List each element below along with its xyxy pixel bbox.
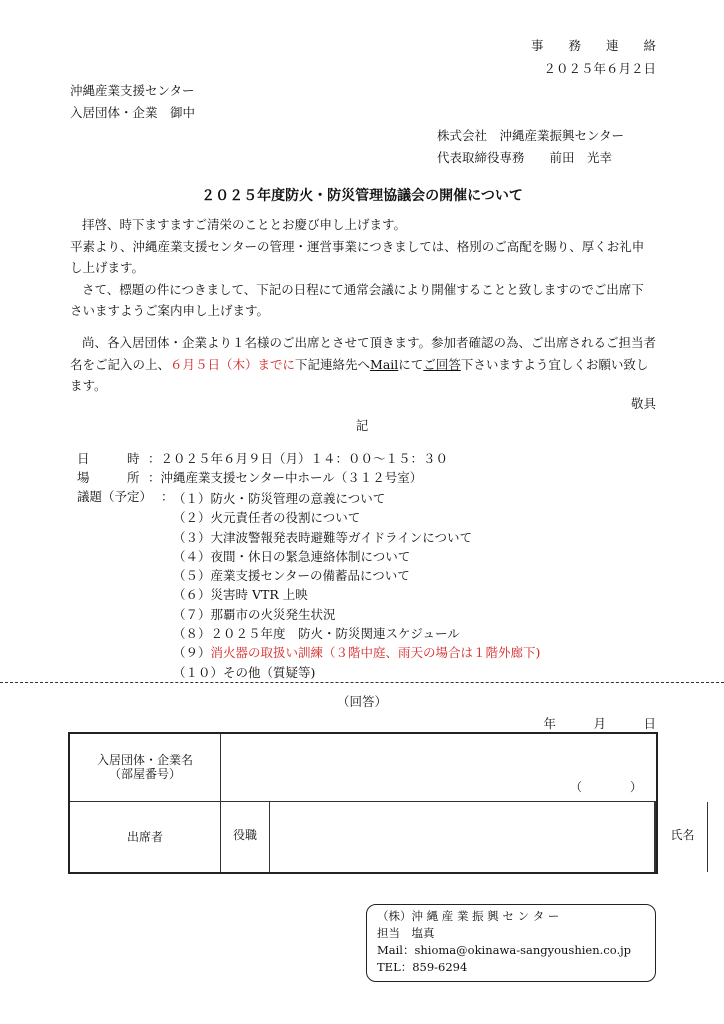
sender-title: 代表取締役専務 前田 光幸 <box>437 150 613 165</box>
org-label: 入居団体・企業名 <box>96 752 193 767</box>
request-text-c: にて <box>398 356 424 372</box>
reply-word: ご回答 <box>423 356 461 372</box>
agenda-separator: ： <box>161 489 174 504</box>
agenda-item: （５）産業支援センターの備蓄品について <box>173 568 410 584</box>
thanks-paragraph: 平素より、沖縄産業支援センターの管理・運営事業につきましては、格別のご高配を賜り、厚くお礼申し上げます。 <box>70 238 645 275</box>
agenda-label: 議題（予定） <box>77 489 153 504</box>
agenda-item <box>173 643 540 662</box>
name-left-border <box>655 802 656 873</box>
contact-tel: TEL：859-6294 <box>377 960 468 974</box>
recipient-line: 入居団体・企業 御中 <box>70 105 196 120</box>
name-divider <box>707 802 708 873</box>
agenda-item: （１）防火・防災管理の意義について <box>173 491 386 506</box>
request-text-d: 下さいますよう宜しくお願い致します。 <box>70 356 649 393</box>
agenda-item: （６）災害時 VTR 上映 <box>173 587 308 603</box>
agenda-item: （３）大津波警報発表時避難等ガイドラインについて <box>173 529 473 545</box>
reply-date-line: 年 月 日 <box>543 716 656 731</box>
sender-company: 株式会社 沖縄産業振興センター <box>437 128 625 143</box>
closing-keigu: 敬具 <box>630 396 656 411</box>
document-date: ２０２５年６月２日 <box>543 61 656 76</box>
agenda-item: （８）２０２５年度 防火・防災関連スケジュール <box>173 626 460 642</box>
ki-heading: 記 <box>355 418 369 433</box>
org-label-cell <box>69 733 221 801</box>
agenda-item: （４）夜間・休日の緊急連絡体制について <box>173 548 411 564</box>
room-number-label: （部屋番号） <box>108 767 181 782</box>
request-paragraph <box>70 332 656 397</box>
place-label: 場 所 <box>77 470 140 485</box>
name-label: 氏名 <box>670 827 695 842</box>
room-number-parens: （ ） <box>569 780 642 795</box>
contact-box <box>366 904 656 982</box>
name-field[interactable] <box>654 801 695 873</box>
invitation-paragraph: さて、標題の件につきまして、下記の日程にて通常会議により開催することと致しますのでご出席下さいますようご案内申し上げます。 <box>70 281 644 318</box>
agenda-item-number: （９） <box>173 645 211 661</box>
agenda-item: （２）火元責任者の役割について <box>173 510 361 526</box>
agenda-item: （７）那覇市の火災発生状況 <box>173 606 336 622</box>
position-divider <box>269 802 270 873</box>
place-value: ：沖縄産業支援センター中ホール（３１２号室） <box>148 470 423 485</box>
mail-word: Mail <box>370 356 399 372</box>
date-label: 日 時 <box>77 451 140 466</box>
reply-form-table <box>68 732 695 874</box>
reply-deadline: ６月５日（木）までに <box>170 356 296 372</box>
agenda-item-highlighted: 消火器の取扱い訓練（３階中庭、雨天の場合は１階外廊下) <box>210 645 541 661</box>
recipient-org: 沖縄産業支援センター <box>70 83 195 98</box>
attendee-label: 出席者 <box>69 801 221 873</box>
org-name-field[interactable] <box>221 733 658 801</box>
contact-mail: Mail：shioma@okinawa-sangyoushien.co.jp <box>377 943 632 957</box>
request-text-a: 尚、各入居団体・企業より１名様のご出席とさせて頂きます。参加者確認の為、ご出席されるご担当者名をご記入の上、 <box>70 335 657 372</box>
position-field[interactable] <box>221 801 655 873</box>
position-label: 役職 <box>233 827 258 842</box>
agenda-item: （１０）その他（質疑等) <box>173 664 316 680</box>
notice-type: 事 務 連 絡 <box>530 38 656 53</box>
reply-heading: （回答） <box>336 694 387 709</box>
date-value: ：２０２５年６月９日（月）１４：００～１５：３０ <box>148 451 449 466</box>
request-text-b: 下記連絡先へ <box>295 356 371 372</box>
agenda-list <box>173 489 540 682</box>
cut-line <box>0 682 724 683</box>
document-title: ２０２５年度防火・防災管理協議会の開催について <box>201 188 523 204</box>
greeting-paragraph: 拝啓、時下ますますご清栄のこととお慶び申し上げます。 <box>82 217 407 232</box>
contact-org: （株）沖 縄 産 業 振 興 セ ン タ ー <box>377 909 560 923</box>
contact-person: 担当 塩真 <box>377 926 435 940</box>
